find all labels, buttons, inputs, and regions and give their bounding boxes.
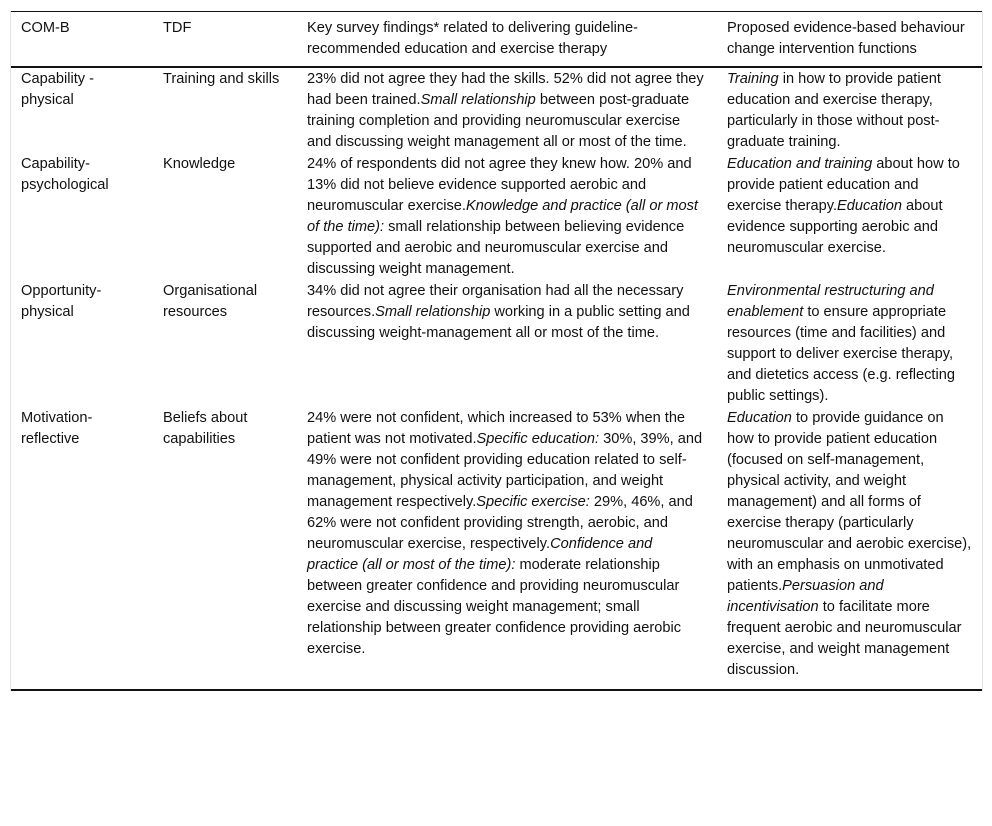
table-container (10, 11, 983, 691)
italic-term: Specific exercise: (476, 494, 590, 510)
header-row (11, 12, 982, 68)
text-segment: working in a public setting and discussing weight-management all or most of the time. (307, 304, 690, 341)
text-segment: 29%, 46%, and 62% were not confident providing strength, aerobic, and neuromuscular exercise, respectively. (307, 494, 693, 552)
table-row (11, 407, 982, 690)
text-segment: to provide guidance on how to provide patient education (focused on self-management, physical activity, and weight management) and all forms of exercise therapy (particularly neuromuscular and aerobic exercise), with an emphasis on unmotivated patients. (727, 410, 972, 594)
text-segment: moderate relationship between greater confidence and providing neuromuscular exercise and discussing weight management; small relationship between greater confidence providing aerobic exercise. (307, 557, 682, 657)
italic-term: Training (727, 71, 779, 87)
text-segment: 34% did not agree their organisation had all the necessary resources. (307, 283, 684, 320)
italic-term: Education (727, 410, 792, 426)
cell-findings (297, 407, 717, 690)
cell-tdf: Training and skills (163, 71, 280, 87)
table-row (11, 153, 982, 280)
italic-term: Small relationship (375, 304, 491, 320)
italic-term: Small relationship (420, 92, 536, 108)
header-interventions: Proposed evidence-based behaviour change intervention functions (727, 20, 965, 57)
text-segment: small relationship between believing evidence supported and aerobic and neuromuscular exercise and discussing weight management. (307, 219, 685, 277)
text-segment: to facilitate more frequent aerobic and neuromuscular exercise, and weight management discussion. (727, 599, 962, 678)
table-row (11, 67, 982, 153)
cell-com-b: Capability - physical (21, 71, 94, 108)
italic-term: Education and training (727, 156, 873, 172)
italic-term: Confidence and practice (all or most of the time): (307, 536, 653, 573)
header-key-findings: Key survey findings* related to delivering guideline-recommended education and exercise therapy (307, 20, 638, 57)
italic-term: Education (837, 198, 902, 214)
cell-findings (297, 67, 717, 153)
com-b-tdf-table (11, 11, 982, 691)
cell-tdf: Beliefs about capabilities (163, 410, 248, 447)
text-segment: in how to provide patient education and exercise therapy, particularly in those without post-graduate training. (727, 71, 941, 150)
text-segment: 23% did not agree they had the skills. 52% did not agree they had been trained. (307, 71, 704, 108)
cell-findings (297, 153, 717, 280)
cell-com-b: Motivation-reflective (21, 410, 93, 447)
header-tdf: TDF (163, 20, 192, 36)
text-segment: between post-graduate training completion and providing neuromuscular exercise and discussing weight management all or most of the time. (307, 92, 690, 150)
text-segment: 24% of respondents did not agree they knew how. 20% and 13% did not believe evidence supported aerobic and neuromuscular exercise. (307, 156, 692, 214)
cell-findings (297, 280, 717, 407)
text-segment: 30%, 39%, and 49% were not confident providing education related to self-management, physical activity participation, and weight management respectively. (307, 431, 703, 510)
table-row (11, 280, 982, 407)
text-segment: 24% were not confident, which increased to 53% when the patient was not motivated. (307, 410, 686, 447)
text-segment: about evidence supporting aerobic and neuromuscular exercise. (727, 198, 943, 256)
cell-interventions (717, 280, 982, 407)
italic-term: Persuasion and incentivisation (727, 578, 884, 615)
cell-interventions (717, 153, 982, 280)
italic-term: Knowledge and practice (all or most of the time): (307, 198, 698, 235)
header-com-b: COM-B (21, 20, 70, 36)
cell-tdf: Knowledge (163, 156, 236, 172)
cell-interventions (717, 67, 982, 153)
italic-term: Specific education: (476, 431, 600, 447)
text-segment: about how to provide patient education and exercise therapy. (727, 156, 960, 214)
cell-com-b: Opportunity-physical (21, 283, 102, 320)
text-segment: to ensure appropriate resources (time and facilities) and support to deliver exercise therapy, and dietetics access (e.g. reflecting public settings). (727, 304, 955, 404)
italic-term: Environmental restructuring and enablement (727, 283, 934, 320)
cell-tdf: Organisational resources (163, 283, 258, 320)
cell-interventions (717, 407, 982, 690)
cell-com-b: Capability-psychological (21, 156, 109, 193)
